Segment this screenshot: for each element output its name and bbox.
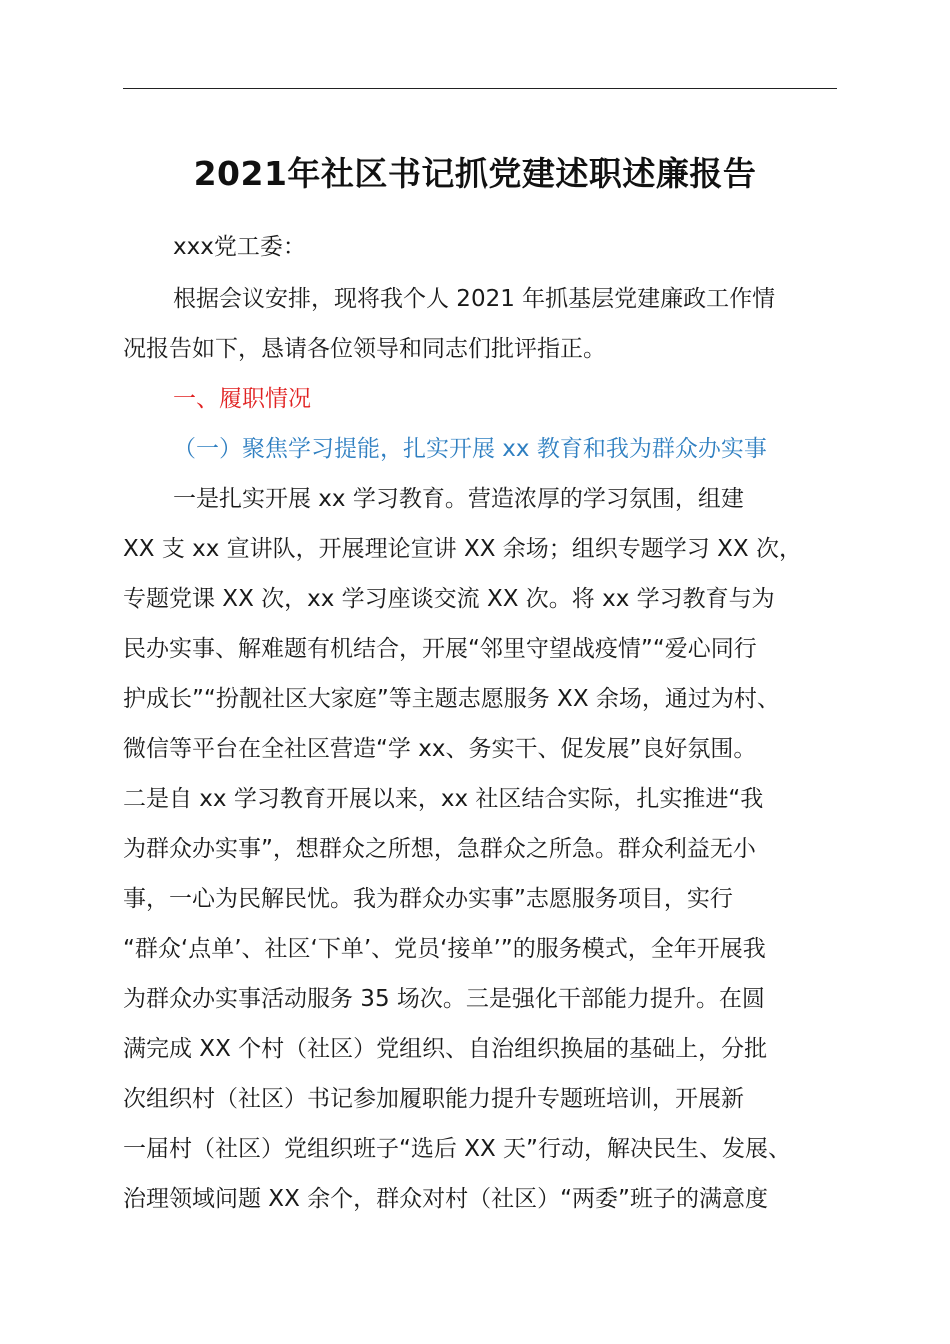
header-rule [123, 88, 837, 89]
body-line-4: 民办实事、解难题有机结合，开展“邻里守望战疫情”“爱心同行 [123, 636, 757, 662]
body-line-12: 满完成 XX 个村（社区）党组织、自治组织换届的基础上，分批 [123, 1036, 768, 1062]
section-subheading: （一）聚焦学习提能，扎实开展 xx 教育和我为群众办实事 [173, 436, 767, 462]
body-line-5: 护成长”“扮靓社区大家庭”等主题志愿服务 XX 余场，通过为村、 [123, 686, 780, 712]
body-line-8: 为群众办实事”，想群众之所想，急群众之所急。群众利益无小 [123, 836, 756, 862]
body-line-15: 治理领域问题 XX 余个，群众对村（社区）“两委”班子的满意度 [123, 1186, 768, 1212]
body-line-14: 一届村（社区）党组织班子“选后 XX 天”行动，解决民生、发展、 [123, 1136, 791, 1162]
body-line-2: XX 支 xx 宣讲队，开展理论宣讲 XX 余场；组织专题学习 XX 次， [123, 536, 802, 562]
body-line-13: 次组织村（社区）书记参加履职能力提升专题班培训，开展新 [123, 1086, 744, 1112]
intro-line-1: 根据会议安排，现将我个人 2021 年抓基层党建廉政工作情 [173, 286, 776, 312]
body-line-1: 一是扎实开展 xx 学习教育。营造浓厚的学习氛围，组建 [173, 486, 744, 512]
body-line-6: 微信等平台在全社区营造“学 xx、务实干、促发展”良好氛围。 [123, 736, 757, 762]
intro-line-2: 况报告如下，恳请各位领导和同志们批评指正。 [123, 336, 606, 362]
body-line-9: 事，一心为民解民忧。我为群众办实事”志愿服务项目，实行 [123, 886, 733, 912]
document-title: 2021年社区书记抓党建述职述廉报告 [193, 154, 757, 193]
body-line-7: 二是自 xx 学习教育开展以来，xx 社区结合实际，扎实推进“我 [123, 786, 764, 812]
body-line-10: “群众‘点单’、社区‘下单’、党员‘接单’”的服务模式，全年开展我 [123, 936, 766, 962]
body-line-3: 专题党课 XX 次，xx 学习座谈交流 XX 次。将 xx 学习教育与为 [123, 586, 775, 612]
section-heading: 一、履职情况 [173, 386, 311, 412]
body-line-11: 为群众办实事活动服务 35 场次。三是强化干部能力提升。在圆 [123, 986, 765, 1012]
salutation: xxx党工委： [173, 234, 306, 260]
